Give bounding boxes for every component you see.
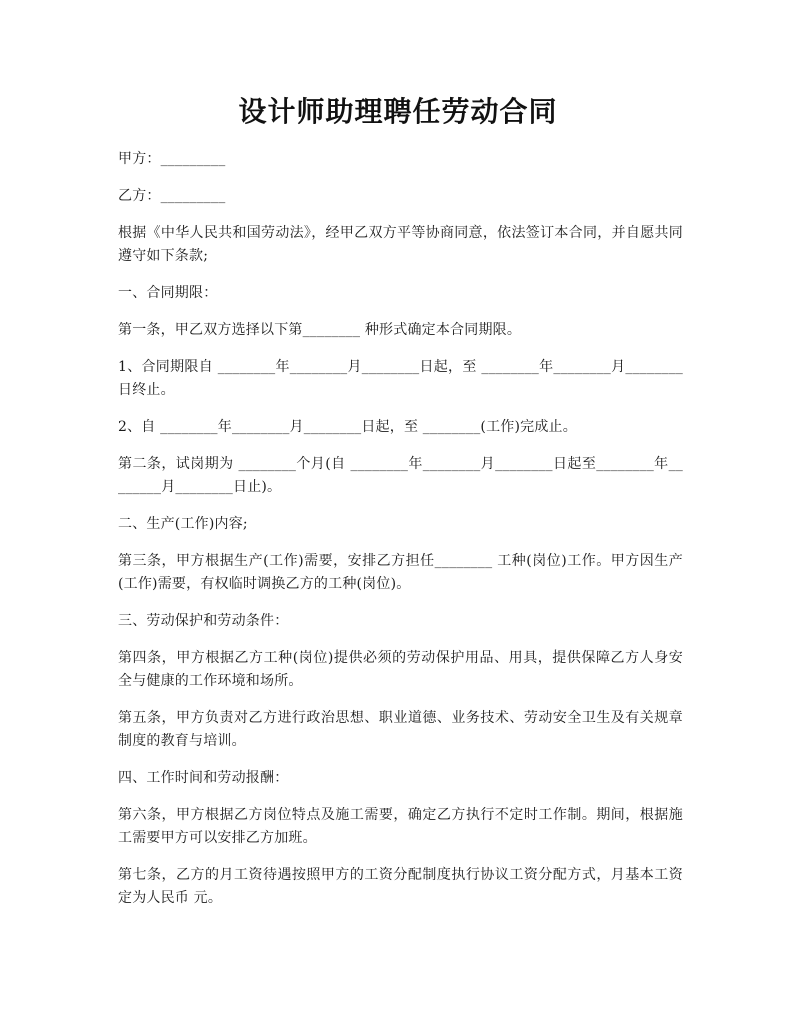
article-5: 第五条，甲方负责对乙方进行政治思想、职业道德、业务技术、劳动安全卫生及有关规章制度的教育与培训。 (118, 710, 683, 749)
section-heading-labor-protection: 三、劳动保护和劳动条件： (118, 613, 289, 629)
term-option-2: 2、自 ________年________月________日起，至 ________(工作)完成止。 (118, 419, 577, 435)
article-6: 第六条，甲方根据乙方岗位特点及施工需要，确定乙方执行不定时工作制。期间，根据施工需要甲方可以安排乙方加班。 (118, 807, 683, 846)
document-title: 设计师助理聘任劳动合同 (238, 95, 558, 128)
article-7: 第七条，乙方的月工资待遇按照甲方的工资分配制度执行协议工资分配方式，月基本工资定为人民币 元。 (118, 867, 683, 906)
term-option-1: 1、合同期限自 ________年________月________日起，至 ________年________月________日终止。 (118, 359, 683, 398)
section-heading-work-content: 二、生产(工作)内容; (118, 516, 248, 532)
party-b-line: 乙方：_________ (118, 188, 226, 204)
section-heading-term: 一、合同期限： (118, 285, 218, 301)
article-1: 第一条，甲乙双方选择以下第________ 种形式确定本合同期限。 (118, 322, 522, 338)
party-a-line: 甲方：_________ (118, 151, 226, 167)
article-3: 第三条，甲方根据生产(工作)需要，安排乙方担任________ 工种(岗位)工作。甲方因生产(工作)需要，有权临时调换乙方的工种(岗位)。 (118, 553, 683, 592)
document-body (118, 148, 683, 924)
article-4: 第四条，甲方根据乙方工种(岗位)提供必须的劳动保护用品、用具，提供保障乙方人身安全与健康的工作环境和场所。 (118, 650, 683, 689)
preamble-paragraph: 根据《中华人民共和国劳动法》，经甲乙双方平等协商同意，依法签订本合同，并自愿共同遵守如下条款; (118, 225, 683, 264)
section-heading-hours-pay: 四、工作时间和劳动报酬： (118, 770, 289, 786)
article-2: 第二条，试岗期为 ________个月(自 ________年________月________日起至________年________月________日止)。 (118, 456, 683, 495)
